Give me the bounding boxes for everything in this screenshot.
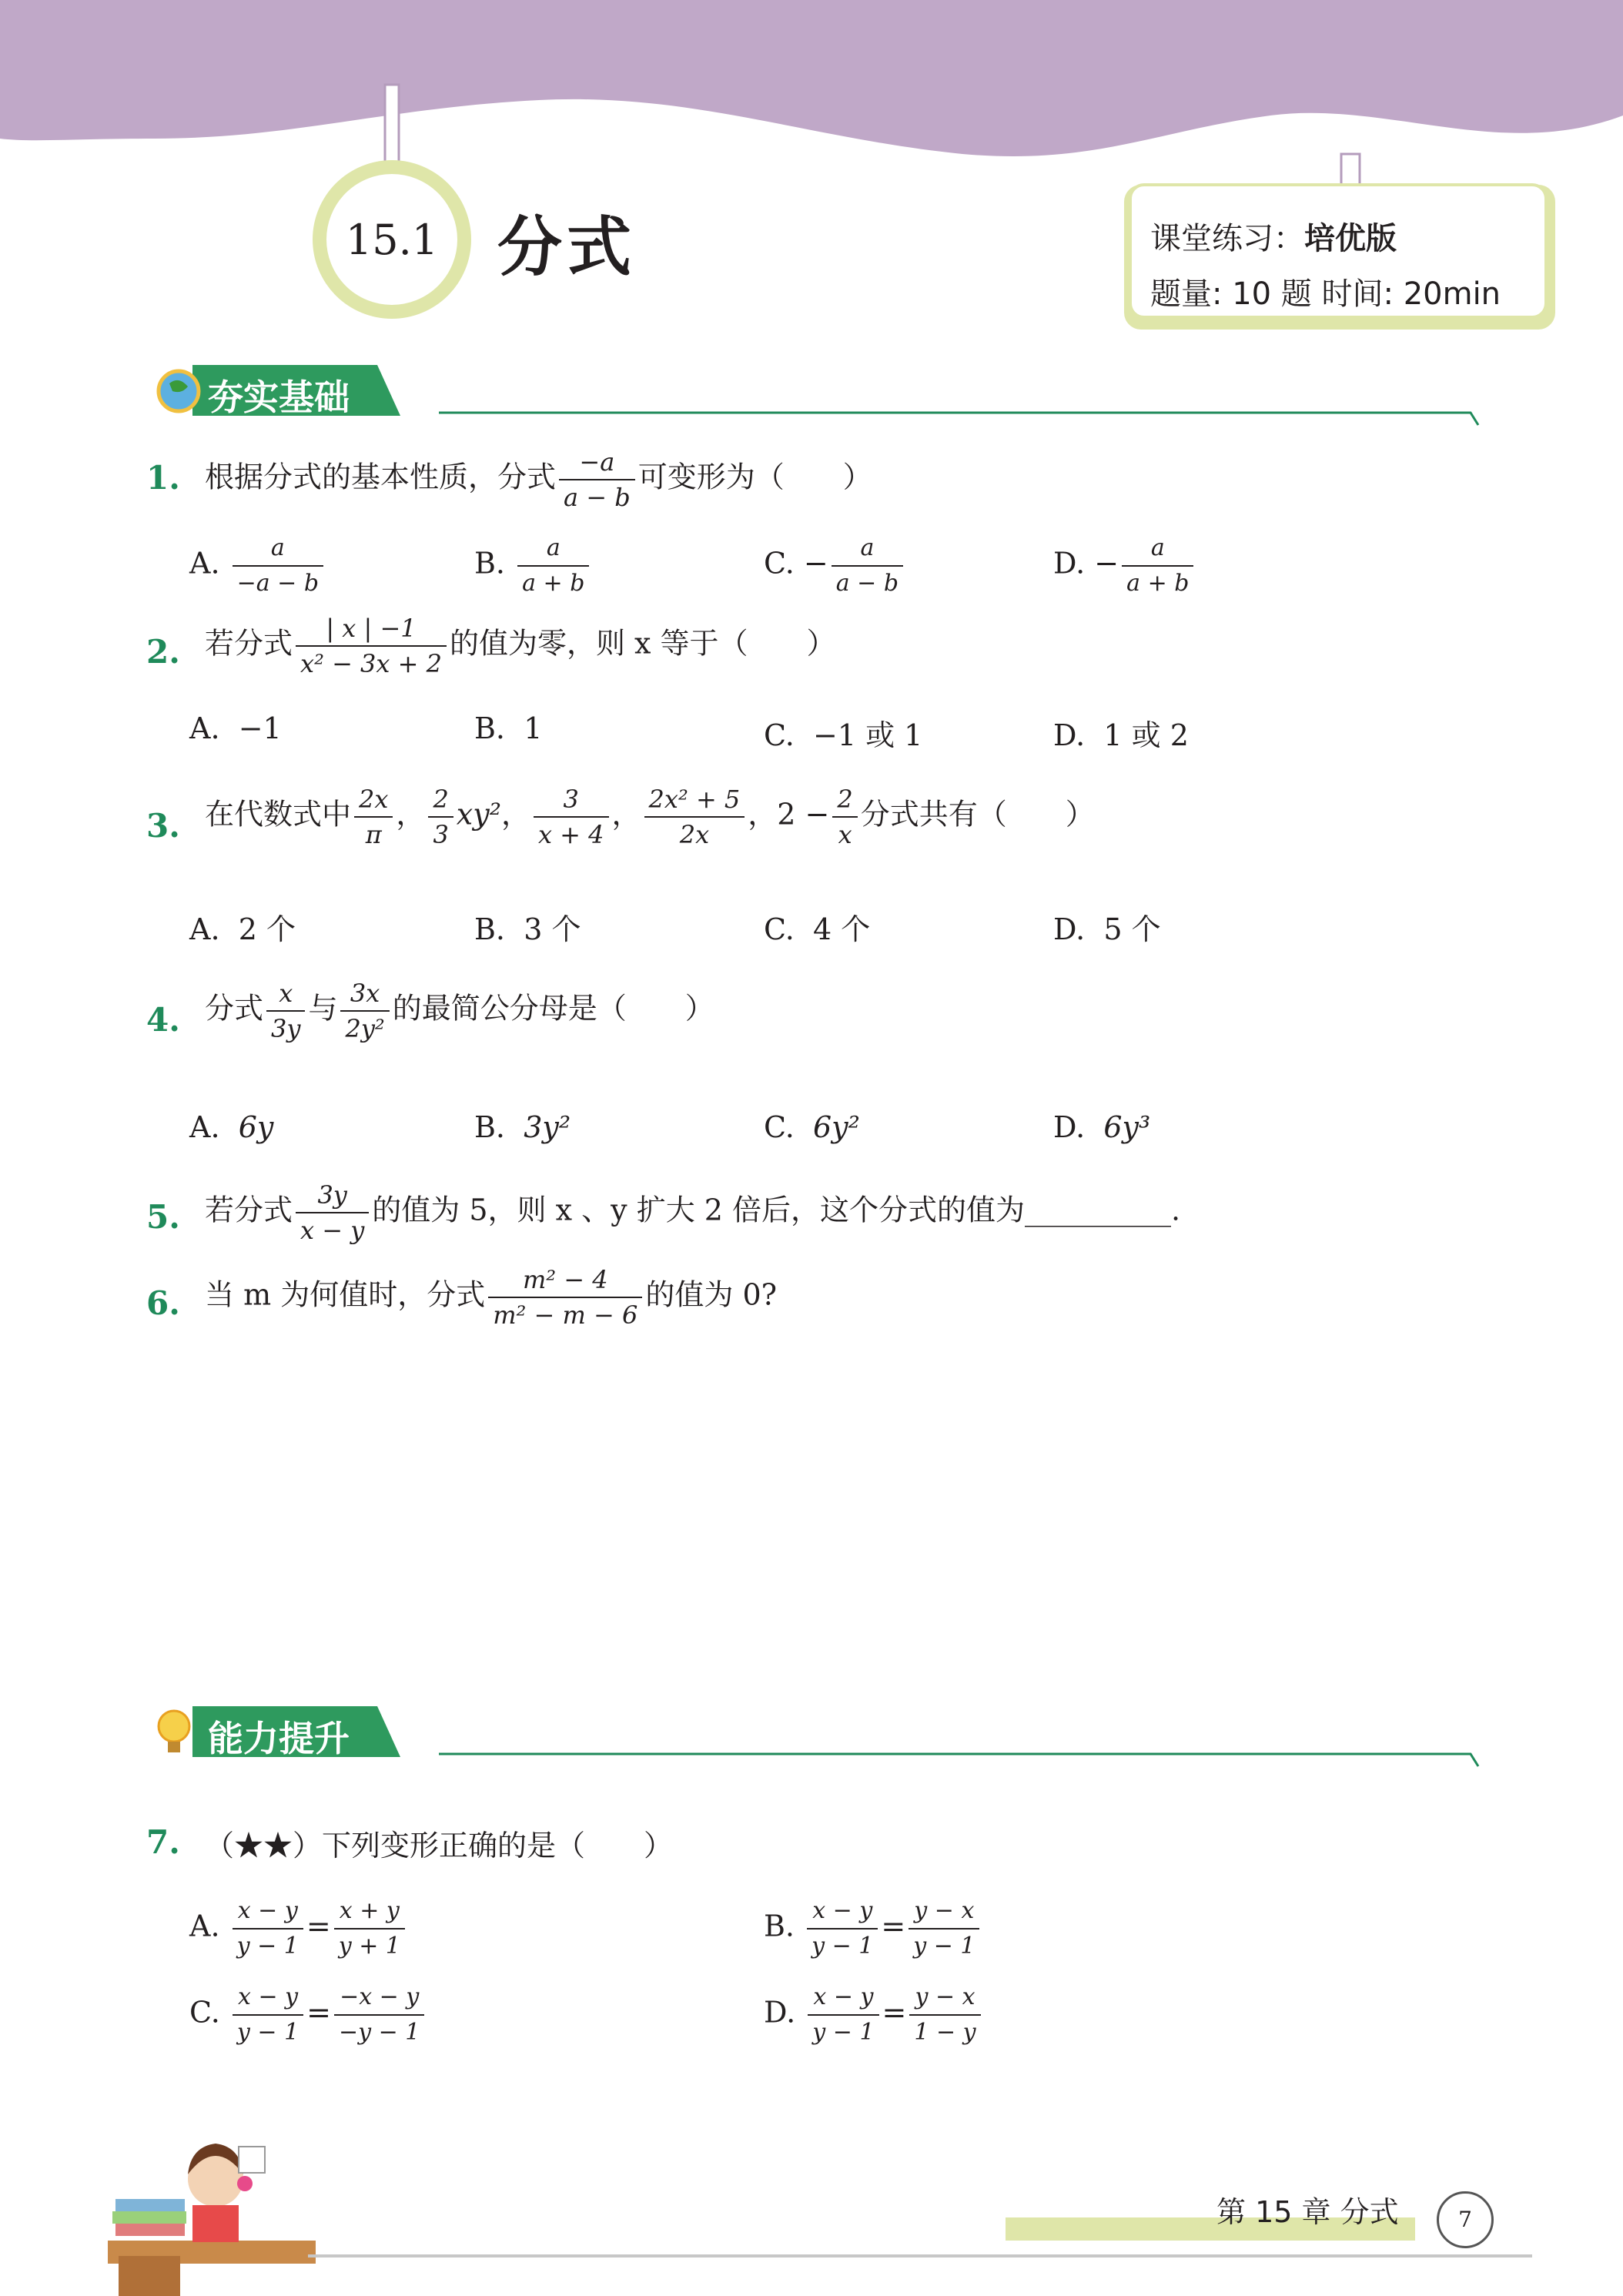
q1-option-a[interactable]: A. $\frac{a}{-a - b}$ (189, 531, 326, 601)
question-7-text: （★★）下列变形正确的是（ ） (205, 1829, 674, 1863)
card-practice-line (1150, 214, 1397, 258)
question-5-text: 若分式 $\frac{3y}{x - y}$ 的值为 5，则 x 、y 扩大 2 倍后，这个分式的值为__________. (205, 1178, 1180, 1247)
q4-option-d[interactable]: D. 6y³ (1053, 1110, 1151, 1144)
question-number: 7. (146, 1823, 180, 1861)
q7-option-a[interactable]: A. $\frac{x - y}{y - 1}$ = $\frac{x + y}{y + 1}$ (189, 1894, 408, 1963)
q7-option-b[interactable]: B. $\frac{x - y}{y - 1}$ = $\frac{y - x}{y - 1}$ (764, 1894, 982, 1963)
question-number: 5. (146, 1198, 180, 1236)
header-wave (0, 0, 1623, 185)
q3-option-c[interactable]: C. 4 个 (764, 912, 871, 946)
footer-chapter: 第 15 章 分式 (1216, 2195, 1399, 2229)
question-1-text: 根据分式的基本性质，分式 $\frac{-a}{a - b}$ 可变形为（ ） (205, 445, 872, 514)
section-title-advanced: 能力提升 (208, 1718, 350, 1759)
page-number: 7 (1437, 2191, 1494, 2248)
card-quota-line: 题量: 10 题 时间: 20min (1150, 276, 1501, 312)
card-edition: 培优版 (1304, 221, 1397, 256)
student-illustration (108, 2125, 323, 2296)
q4-option-a[interactable]: A. 6y (189, 1110, 274, 1144)
q2-option-d[interactable]: D. 1 或 2 (1053, 718, 1189, 752)
section-title-basic: 夯实基础 (208, 377, 350, 418)
section-title: 分式 (497, 209, 637, 285)
q4-option-b[interactable]: B. 3y² (474, 1110, 571, 1144)
q4-option-c[interactable]: C. 6y² (764, 1110, 860, 1144)
q7-option-c[interactable]: C. $\frac{x - y}{y - 1}$ = $\frac{-x - y}{-y - 1}$ (189, 1980, 427, 2050)
q1-option-b[interactable]: B. $\frac{a}{a + b}$ (474, 531, 592, 601)
q3-option-b[interactable]: B. 3 个 (474, 912, 581, 946)
q7-option-d[interactable]: D. $\frac{x - y}{y - 1}$ = $\frac{y - x}{1 - y}$ (764, 1980, 984, 2050)
footer-rule (308, 2254, 1532, 2258)
question-6-text: 当 m 为何值时，分式 $\frac{\text{m² − 4}}{\text{m² − m − 6}}$ 的值为 0? (205, 1263, 777, 1332)
q2-option-b[interactable]: B. 1 (474, 711, 543, 745)
q3-option-d[interactable]: D. 5 个 (1053, 912, 1161, 946)
question-number: 1. (146, 459, 180, 497)
question-number: 3. (146, 807, 180, 845)
q1-option-d[interactable]: D. − $\frac{a}{a + b}$ (1053, 531, 1196, 601)
q2-option-c[interactable]: C. −1 或 1 (764, 718, 923, 752)
question-number: 2. (146, 633, 180, 671)
question-number: 4. (146, 1001, 180, 1039)
q2-option-a[interactable]: A. −1 (189, 711, 282, 745)
question-4-text: 分式 $\frac{x}{3y}$ 与 $\frac{3x}{\text{2y²}}$ 的最简公分母是（ ） (205, 976, 714, 1046)
lightbulb-icon (159, 1711, 189, 1742)
card-label: 课堂练习： (1150, 221, 1304, 256)
question-number: 6. (146, 1284, 180, 1322)
question-2-text: 若分式 $\frac{| x | -1}{\text{x² − 3x + 2}}$ 的值为零，则 x 等于（ ） (205, 611, 836, 681)
q1-option-c[interactable]: C. − $\frac{a}{a - b}$ (764, 531, 906, 601)
q3-option-a[interactable]: A. 2 个 (189, 912, 296, 946)
question-3-text: 在代数式中 $\frac{2x}{\pi}$ ， $\frac{2}{3}$ xy²， $\frac{3}{x + 4}$ ， $\frac{\text{2x² + 5}}{2x}$ ，2 − $\frac{2}{x}$ 分式共有（ ） (205, 782, 1095, 852)
section-number: 15.1 (345, 216, 439, 264)
